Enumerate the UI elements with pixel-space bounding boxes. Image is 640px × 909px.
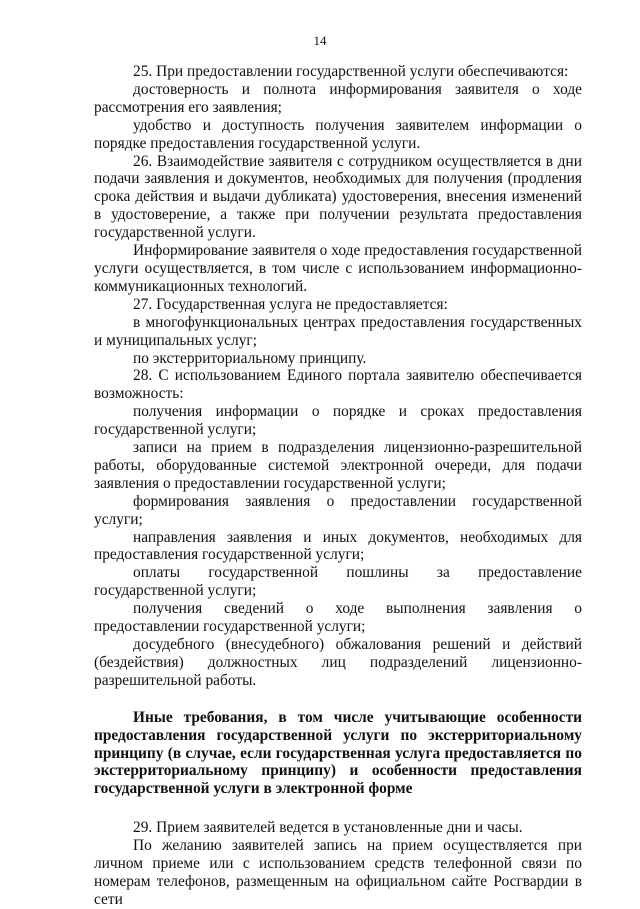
paragraph: досудебного (внесудебного) обжалования решений и действий (бездействия) должностных лиц подразделений лицензионно-разрешительной работы.: [94, 636, 582, 689]
paragraph: Информирование заявителя о ходе предоставления государственной услуги осуществляется, в том числе с использованием информационно-коммуникационных технологий.: [94, 242, 582, 295]
document-body: [94, 63, 582, 909]
paragraph: направления заявления и иных документов, необходимых для предоставления государственной услуги;: [94, 528, 582, 564]
paragraph: 28. С использованием Единого портала заявителю обеспечивается возможность:: [94, 367, 582, 403]
paragraph: По желанию заявителей запись на прием осуществляется при личном приеме или с использованием средств телефонной связи по номерам телефонов, размещенным на официальном сайте Росгвардии в сети: [94, 837, 582, 908]
paragraph: 27. Государственная услуга не предоставляется:: [133, 295, 448, 313]
paragraph: удобство и доступность получения заявителем информации о порядке предоставления государственной услуги.: [94, 116, 582, 152]
paragraph: получения сведений о ходе выполнения заявления о предоставлении государственной услуги;: [94, 600, 582, 636]
paragraph: 25. При предоставлении государственной услуги обеспечиваются:: [133, 63, 569, 80]
paragraph: записи на прием в подразделения лицензионно-разрешительной работы, оборудованные системой электронной очереди, для подачи заявления о предоставлении государственной услуги;: [94, 439, 582, 492]
paragraph: в многофункциональных центрах предоставления государственных и муниципальных услуг;: [94, 313, 582, 349]
paragraph: 29. Прием заявителей ведется в установленные дни и часы.: [133, 819, 523, 837]
paragraph: достоверность и полнота информирования заявителя о ходе рассмотрения его заявления;: [94, 80, 582, 116]
paragraph: 26. Взаимодействие заявителя с сотрудником осуществляется в дни подачи заявления и документов, необходимых для получения (продления срока действия и выдачи дубликата) удостоверения, внесения изменений в удостоверение, а также при получении результата предоставления государственной услуги.: [94, 152, 582, 242]
page-number: 14: [313, 33, 327, 48]
section-heading: Иные требования, в том числе учитывающие особенности предоставления государственной услуги по экстерриториальному принципу (в случае, если государственная услуга предоставляется по экстерриториальному принципу) и особенности предоставления государственной услуги в электронной форме: [94, 708, 582, 798]
paragraph: формирования заявления о предоставлении государственной услуги;: [94, 492, 582, 528]
paragraph: оплаты государственной пошлины за предоставление государственной услуги;: [94, 564, 582, 600]
paragraph: получения информации о порядке и сроках предоставления государственной услуги;: [94, 403, 582, 439]
paragraph: по экстерриториальному принципу.: [133, 349, 367, 367]
